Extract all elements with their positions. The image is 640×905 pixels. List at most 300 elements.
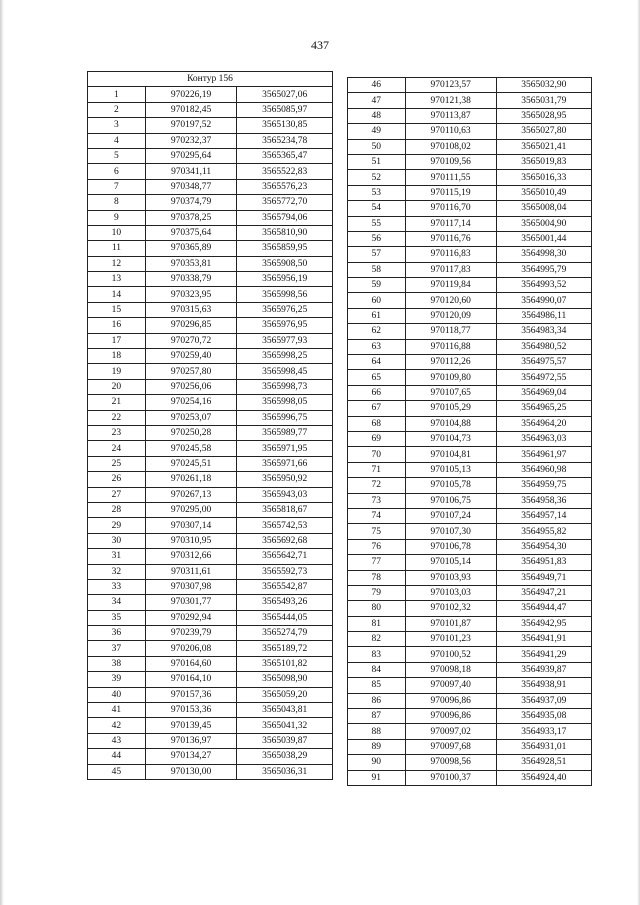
point-number: 16: [88, 318, 146, 333]
table-row: [348, 370, 592, 385]
point-number: 27: [88, 487, 146, 502]
coordinate-x: 970348,77: [145, 179, 237, 194]
table-row: [348, 247, 592, 262]
coordinate-y: 3565950,92: [237, 472, 333, 487]
point-number: 55: [348, 216, 406, 231]
point-number: 47: [348, 93, 406, 108]
table-row: [88, 502, 333, 517]
table-row: [348, 632, 592, 647]
table-row: [88, 749, 333, 764]
coordinate-x: 970232,37: [145, 133, 237, 148]
point-number: 84: [348, 662, 406, 677]
point-number: 7: [88, 179, 146, 194]
coordinate-x: 970295,00: [145, 502, 237, 517]
coordinate-y: 3565016,33: [496, 170, 591, 185]
point-number: 63: [348, 339, 406, 354]
coordinate-y: 3565027,80: [496, 124, 591, 139]
point-number: 3: [88, 118, 146, 133]
coordinate-x: 970164,10: [145, 672, 237, 687]
coordinate-x: 970261,18: [145, 472, 237, 487]
table-row: [88, 672, 333, 687]
coordinate-y: 3564937,09: [496, 693, 591, 708]
coordinate-y: 3564969,04: [496, 385, 591, 400]
coordinate-y: 3565772,70: [237, 195, 333, 210]
coordinate-y: 3564990,07: [496, 293, 591, 308]
point-number: 67: [348, 401, 406, 416]
point-number: 31: [88, 549, 146, 564]
page-number: 437: [311, 38, 329, 52]
point-number: 44: [88, 749, 146, 764]
coordinate-x: 970253,07: [145, 410, 237, 425]
coordinate-x: 970104,88: [405, 416, 496, 431]
coordinate-x: 970365,89: [145, 241, 237, 256]
coordinate-y: 3565542,87: [237, 579, 333, 594]
table-row: [348, 108, 592, 123]
coordinate-x: 970139,45: [145, 718, 237, 733]
coordinate-x: 970111,55: [405, 170, 496, 185]
point-number: 61: [348, 308, 406, 323]
coordinate-x: 970105,13: [405, 462, 496, 477]
coordinate-y: 3565031,79: [496, 93, 591, 108]
coordinate-y: 3565998,45: [237, 364, 333, 379]
coordinate-y: 3565692,68: [237, 533, 333, 548]
table-row: [88, 210, 333, 225]
coordinate-y: 3564993,52: [496, 278, 591, 293]
point-number: 34: [88, 595, 146, 610]
coordinate-y: 3564995,79: [496, 262, 591, 277]
coordinate-x: 970119,84: [405, 278, 496, 293]
coordinate-y: 3565576,23: [237, 179, 333, 194]
point-number: 24: [88, 441, 146, 456]
table-row: [348, 601, 592, 616]
point-number: 48: [348, 108, 406, 123]
coordinate-y: 3564935,08: [496, 709, 591, 724]
table-row: [88, 687, 333, 702]
coordinate-x: 970164,60: [145, 656, 237, 671]
table-row: [348, 216, 592, 231]
table-row: [88, 272, 333, 287]
coordinate-y: 3565444,05: [237, 610, 333, 625]
table-row: [88, 764, 333, 779]
coordinate-x: 970105,29: [405, 401, 496, 416]
coordinate-x: 970101,87: [405, 616, 496, 631]
coordinate-x: 970206,08: [145, 641, 237, 656]
coordinate-x: 970116,70: [405, 201, 496, 216]
table-row: [88, 87, 333, 102]
table-row: [88, 395, 333, 410]
coordinate-x: 970257,80: [145, 364, 237, 379]
coordinate-y: 3564998,30: [496, 247, 591, 262]
point-number: 42: [88, 718, 146, 733]
coordinate-y: 3564941,91: [496, 632, 591, 647]
table-row: [348, 462, 592, 477]
table-row: [348, 170, 592, 185]
table-row: [348, 539, 592, 554]
point-number: 10: [88, 225, 146, 240]
point-number: 37: [88, 641, 146, 656]
coordinate-x: 970157,36: [145, 687, 237, 702]
coordinate-x: 970134,27: [145, 749, 237, 764]
coordinate-y: 3565130,85: [237, 118, 333, 133]
table-row: [348, 770, 592, 785]
point-number: 12: [88, 256, 146, 271]
coordinate-y: 3565038,29: [237, 749, 333, 764]
coordinate-x: 970245,51: [145, 456, 237, 471]
coordinate-y: 3565742,53: [237, 518, 333, 533]
coordinate-y: 3565098,90: [237, 672, 333, 687]
point-number: 25: [88, 456, 146, 471]
coordinate-y: 3564951,83: [496, 555, 591, 570]
point-number: 28: [88, 502, 146, 517]
point-number: 64: [348, 355, 406, 370]
table-row: [348, 416, 592, 431]
coordinate-x: 970226,19: [145, 87, 237, 102]
table-row: [88, 364, 333, 379]
point-number: 4: [88, 133, 146, 148]
coordinate-y: 3565041,32: [237, 718, 333, 733]
table-row: [88, 318, 333, 333]
coordinate-y: 3565971,66: [237, 456, 333, 471]
table-row: [348, 724, 592, 739]
point-number: 90: [348, 755, 406, 770]
point-number: 71: [348, 462, 406, 477]
table-row: [88, 703, 333, 718]
table-row: [88, 564, 333, 579]
table-row: [88, 164, 333, 179]
coordinate-x: 970378,25: [145, 210, 237, 225]
coordinate-x: 970254,16: [145, 395, 237, 410]
table-row: [88, 487, 333, 502]
coordinate-x: 970259,40: [145, 349, 237, 364]
table-row: [88, 656, 333, 671]
coordinates-table-left-body: [88, 87, 333, 780]
coordinate-x: 970116,76: [405, 231, 496, 246]
table-row: [88, 410, 333, 425]
table-row: [88, 610, 333, 625]
table-row: [88, 472, 333, 487]
coordinate-y: 3565059,20: [237, 687, 333, 702]
table-row: [348, 709, 592, 724]
point-number: 18: [88, 349, 146, 364]
point-number: 66: [348, 385, 406, 400]
point-number: 9: [88, 210, 146, 225]
coordinate-x: 970301,77: [145, 595, 237, 610]
coordinate-y: 3565019,83: [496, 154, 591, 169]
coordinate-x: 970117,83: [405, 262, 496, 277]
point-number: 81: [348, 616, 406, 631]
table-row: [88, 533, 333, 548]
table-row: [348, 231, 592, 246]
point-number: 73: [348, 493, 406, 508]
table-row: [348, 662, 592, 677]
coordinate-y: 3565943,03: [237, 487, 333, 502]
table-row: [88, 626, 333, 641]
coordinate-x: 970100,52: [405, 647, 496, 662]
table-row: [88, 333, 333, 348]
coordinate-x: 970109,80: [405, 370, 496, 385]
coordinate-x: 970100,37: [405, 770, 496, 785]
coordinate-x: 970113,87: [405, 108, 496, 123]
point-number: 80: [348, 601, 406, 616]
table-row: [88, 179, 333, 194]
coordinate-x: 970115,19: [405, 185, 496, 200]
table-row: [348, 293, 592, 308]
point-number: 53: [348, 185, 406, 200]
coordinate-y: 3565996,75: [237, 410, 333, 425]
table-row: [348, 324, 592, 339]
table-row: [348, 339, 592, 354]
coordinate-y: 3565810,90: [237, 225, 333, 240]
coordinate-x: 970375,64: [145, 225, 237, 240]
coordinate-y: 3565976,25: [237, 302, 333, 317]
contour-header: Контур 156: [88, 72, 333, 87]
coordinate-y: 3564938,91: [496, 678, 591, 693]
coordinate-y: 3565998,05: [237, 395, 333, 410]
coordinate-x: 970310,95: [145, 533, 237, 548]
point-number: 62: [348, 324, 406, 339]
point-number: 57: [348, 247, 406, 262]
coordinate-x: 970270,72: [145, 333, 237, 348]
point-number: 74: [348, 508, 406, 523]
table-row: [348, 78, 592, 93]
point-number: 76: [348, 539, 406, 554]
point-number: 89: [348, 739, 406, 754]
point-number: 19: [88, 364, 146, 379]
table-row: [88, 195, 333, 210]
coordinate-y: 3565859,95: [237, 241, 333, 256]
coordinate-y: 3564947,21: [496, 585, 591, 600]
coordinate-y: 3564960,98: [496, 462, 591, 477]
coordinate-x: 970107,24: [405, 508, 496, 523]
coordinate-x: 970112,26: [405, 355, 496, 370]
coordinate-x: 970123,57: [405, 78, 496, 93]
point-number: 50: [348, 139, 406, 154]
coordinate-x: 970341,11: [145, 164, 237, 179]
table-row: [88, 225, 333, 240]
coordinate-y: 3565001,44: [496, 231, 591, 246]
table-row: [88, 287, 333, 302]
coordinate-y: 3565189,72: [237, 641, 333, 656]
coordinate-x: 970109,56: [405, 154, 496, 169]
point-number: 85: [348, 678, 406, 693]
coordinates-table-right: [347, 77, 592, 786]
table-row: [88, 425, 333, 440]
coordinate-x: 970102,32: [405, 601, 496, 616]
coordinate-x: 970239,79: [145, 626, 237, 641]
coordinate-y: 3565010,49: [496, 185, 591, 200]
point-number: 77: [348, 555, 406, 570]
point-number: 20: [88, 379, 146, 394]
table-row: [348, 524, 592, 539]
table-row: [348, 678, 592, 693]
coordinate-x: 970097,02: [405, 724, 496, 739]
coordinate-y: 3565989,77: [237, 425, 333, 440]
coordinate-y: 3564961,97: [496, 447, 591, 462]
point-number: 70: [348, 447, 406, 462]
coordinate-y: 3565908,50: [237, 256, 333, 271]
coordinate-x: 970103,03: [405, 585, 496, 600]
table-row: [348, 693, 592, 708]
point-number: 38: [88, 656, 146, 671]
point-number: 59: [348, 278, 406, 293]
coordinate-y: 3565976,95: [237, 318, 333, 333]
point-number: 6: [88, 164, 146, 179]
point-number: 40: [88, 687, 146, 702]
point-number: 82: [348, 632, 406, 647]
point-number: 14: [88, 287, 146, 302]
point-number: 68: [348, 416, 406, 431]
table-row: [88, 133, 333, 148]
coordinate-x: 970307,98: [145, 579, 237, 594]
point-number: 29: [88, 518, 146, 533]
table-row: [88, 595, 333, 610]
coordinate-y: 3565039,87: [237, 733, 333, 748]
coordinate-y: 3564942,95: [496, 616, 591, 631]
table-row: [348, 647, 592, 662]
coordinate-x: 970106,75: [405, 493, 496, 508]
table-row: [88, 102, 333, 117]
table-row: [348, 355, 592, 370]
coordinate-x: 970117,14: [405, 216, 496, 231]
coordinate-x: 970312,66: [145, 549, 237, 564]
point-number: 17: [88, 333, 146, 348]
table-row: [88, 441, 333, 456]
table-row: [348, 493, 592, 508]
coordinate-y: 3565036,31: [237, 764, 333, 779]
coordinate-y: 3565101,82: [237, 656, 333, 671]
table-row: [348, 308, 592, 323]
table-row: [88, 718, 333, 733]
coordinate-x: 970267,13: [145, 487, 237, 502]
coordinate-x: 970106,78: [405, 539, 496, 554]
coordinate-x: 970120,09: [405, 308, 496, 323]
coordinate-y: 3565004,90: [496, 216, 591, 231]
coordinate-y: 3564941,29: [496, 647, 591, 662]
coordinate-y: 3565998,25: [237, 349, 333, 364]
table-row: [348, 478, 592, 493]
coordinate-x: 970323,95: [145, 287, 237, 302]
point-number: 78: [348, 570, 406, 585]
coordinate-x: 970311,61: [145, 564, 237, 579]
coordinate-x: 970120,60: [405, 293, 496, 308]
coordinate-x: 970104,81: [405, 447, 496, 462]
table-row: [348, 570, 592, 585]
point-number: 65: [348, 370, 406, 385]
coordinate-y: 3565021,41: [496, 139, 591, 154]
table-row: [88, 518, 333, 533]
point-number: 72: [348, 478, 406, 493]
coordinates-table-right-body: [348, 78, 592, 786]
table-row: [88, 456, 333, 471]
coordinate-x: 970118,77: [405, 324, 496, 339]
point-number: 1: [88, 87, 146, 102]
coordinate-x: 970245,58: [145, 441, 237, 456]
coordinate-y: 3564955,82: [496, 524, 591, 539]
table-row: [348, 401, 592, 416]
coordinate-x: 970107,30: [405, 524, 496, 539]
coordinate-y: 3565642,71: [237, 549, 333, 564]
point-number: 26: [88, 472, 146, 487]
coordinate-y: 3565028,95: [496, 108, 591, 123]
point-number: 87: [348, 709, 406, 724]
point-number: 2: [88, 102, 146, 117]
coordinate-y: 3565818,67: [237, 502, 333, 517]
coordinate-y: 3565365,47: [237, 148, 333, 163]
coordinate-x: 970307,14: [145, 518, 237, 533]
table-row: [348, 185, 592, 200]
table-row: [348, 431, 592, 446]
coordinate-x: 970182,45: [145, 102, 237, 117]
coordinate-x: 970103,93: [405, 570, 496, 585]
point-number: 83: [348, 647, 406, 662]
table-row: [348, 508, 592, 523]
coordinate-y: 3564980,52: [496, 339, 591, 354]
table-row: [348, 385, 592, 400]
coordinates-table-left: [87, 71, 333, 780]
table-row: [88, 733, 333, 748]
point-number: 54: [348, 201, 406, 216]
table-row: [348, 616, 592, 631]
table-row: [348, 93, 592, 108]
coordinate-x: 970101,23: [405, 632, 496, 647]
point-number: 52: [348, 170, 406, 185]
point-number: 23: [88, 425, 146, 440]
point-number: 86: [348, 693, 406, 708]
table-row: [348, 124, 592, 139]
coordinate-x: 970107,65: [405, 385, 496, 400]
coordinate-y: 3564939,87: [496, 662, 591, 677]
point-number: 8: [88, 195, 146, 210]
coordinate-y: 3565592,73: [237, 564, 333, 579]
table-row: [348, 755, 592, 770]
coordinate-x: 970315,63: [145, 302, 237, 317]
coordinate-y: 3564965,25: [496, 401, 591, 416]
coordinate-y: 3564963,03: [496, 431, 591, 446]
point-number: 69: [348, 431, 406, 446]
point-number: 51: [348, 154, 406, 169]
coordinate-y: 3564928,51: [496, 755, 591, 770]
table-row: [88, 118, 333, 133]
table-row: [88, 379, 333, 394]
coordinate-y: 3564958,36: [496, 493, 591, 508]
coordinate-y: 3565027,06: [237, 87, 333, 102]
coordinate-y: 3565032,90: [496, 78, 591, 93]
coordinate-x: 970130,00: [145, 764, 237, 779]
coordinate-y: 3565493,26: [237, 595, 333, 610]
coordinate-x: 970296,85: [145, 318, 237, 333]
coordinate-x: 970096,86: [405, 709, 496, 724]
table-row: [88, 302, 333, 317]
coordinate-y: 3564944,47: [496, 601, 591, 616]
table-row: [348, 139, 592, 154]
coordinate-x: 970105,14: [405, 555, 496, 570]
coordinate-y: 3565998,56: [237, 287, 333, 302]
point-number: 91: [348, 770, 406, 785]
point-number: 45: [88, 764, 146, 779]
table-row: [88, 349, 333, 364]
coordinate-y: 3565085,97: [237, 102, 333, 117]
coordinate-y: 3565977,93: [237, 333, 333, 348]
point-number: 43: [88, 733, 146, 748]
coordinate-y: 3565008,04: [496, 201, 591, 216]
point-number: 33: [88, 579, 146, 594]
table-row: [88, 641, 333, 656]
coordinate-x: 970116,83: [405, 247, 496, 262]
coordinate-x: 970374,79: [145, 195, 237, 210]
coordinate-y: 3565043,81: [237, 703, 333, 718]
point-number: 21: [88, 395, 146, 410]
coordinate-y: 3564924,40: [496, 770, 591, 785]
